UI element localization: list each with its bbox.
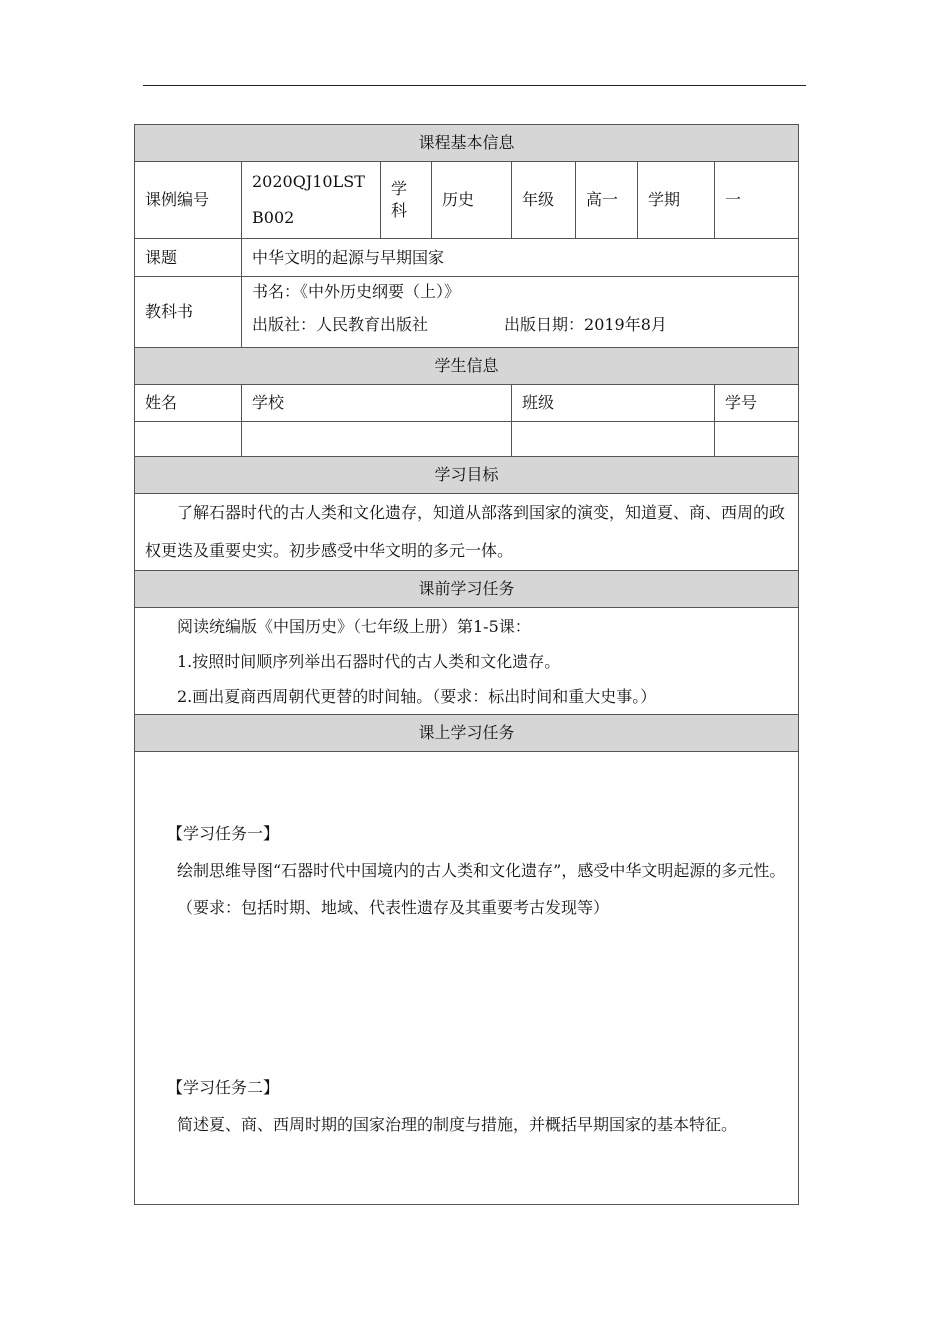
publisher: 出版社：人民教育出版社 <box>252 315 429 334</box>
student-number-label: 学号 <box>715 385 799 422</box>
publisher-line <box>252 312 788 345</box>
in-class-header: 课上学习任务 <box>135 715 799 752</box>
topic-label: 课题 <box>135 239 242 277</box>
pre-class-item: 1.按照时间顺序列举出石器时代的古人类和文化遗存。 <box>177 652 561 671</box>
task-one-requirement: （要求：包括时期、地域、代表性遗存及其重要考古发现等） <box>177 898 610 917</box>
student-name-label: 姓名 <box>135 385 242 422</box>
grade-label: 年级 <box>512 162 576 239</box>
publication-date: 出版日期：2019年8月 <box>504 315 667 334</box>
student-number-field[interactable] <box>715 422 799 457</box>
book-name: 书名：《中外历史纲要（上）》 <box>252 282 461 301</box>
task-one-title: 【学习任务一】 <box>167 824 280 843</box>
pre-class-body <box>135 608 799 715</box>
task-two-text: 简述夏、商、西周时期的国家治理的制度与措施，并概括早期国家的基本特征。 <box>177 1115 738 1134</box>
goals-header: 学习目标 <box>135 457 799 494</box>
school-label: 学校 <box>242 385 512 422</box>
school-field[interactable] <box>242 422 512 457</box>
topic-value: 中华文明的起源与早期国家 <box>242 239 799 277</box>
class-field[interactable] <box>512 422 715 457</box>
textbook-label: 教科书 <box>135 277 242 348</box>
course-id-label: 课例编号 <box>135 162 242 239</box>
task-one-text: 绘制思维导图“石器时代中国境内的古人类和文化遗存”，感受中华文明起源的多元性。 <box>177 861 786 880</box>
pre-class-header: 课前学习任务 <box>135 571 799 608</box>
course-info-header: 课程基本信息 <box>135 125 799 162</box>
subject-label: 学科 <box>381 162 432 239</box>
in-class-body <box>135 752 799 1205</box>
pre-class-intro: 阅读统编版《中国历史》（七年级上册）第1-5课： <box>177 617 531 636</box>
class-label: 班级 <box>512 385 715 422</box>
term-label: 学期 <box>638 162 715 239</box>
study-sheet-table <box>134 124 799 1205</box>
header-rule <box>143 85 806 86</box>
task-two-title: 【学习任务二】 <box>167 1078 280 1097</box>
student-info-header: 学生信息 <box>135 348 799 385</box>
subject-value: 历史 <box>432 162 512 239</box>
student-name-field[interactable] <box>135 422 242 457</box>
grade-value: 高一 <box>576 162 638 239</box>
task-one-answer-space[interactable] <box>145 926 788 1069</box>
term-value: 一 <box>715 162 799 239</box>
pre-class-item: 2.画出夏商西周朝代更替的时间轴。（要求：标出时间和重大史事。） <box>177 687 657 706</box>
textbook-details <box>242 277 799 348</box>
goals-body <box>135 494 799 571</box>
goals-text: 了解石器时代的古人类和文化遗存，知道从部落到国家的演变，知道夏、商、西周的政权更迭及重要史实。初步感受中华文明的多元一体。 <box>145 503 786 560</box>
course-id-value: 2020QJ10LSTB002 <box>242 162 381 239</box>
